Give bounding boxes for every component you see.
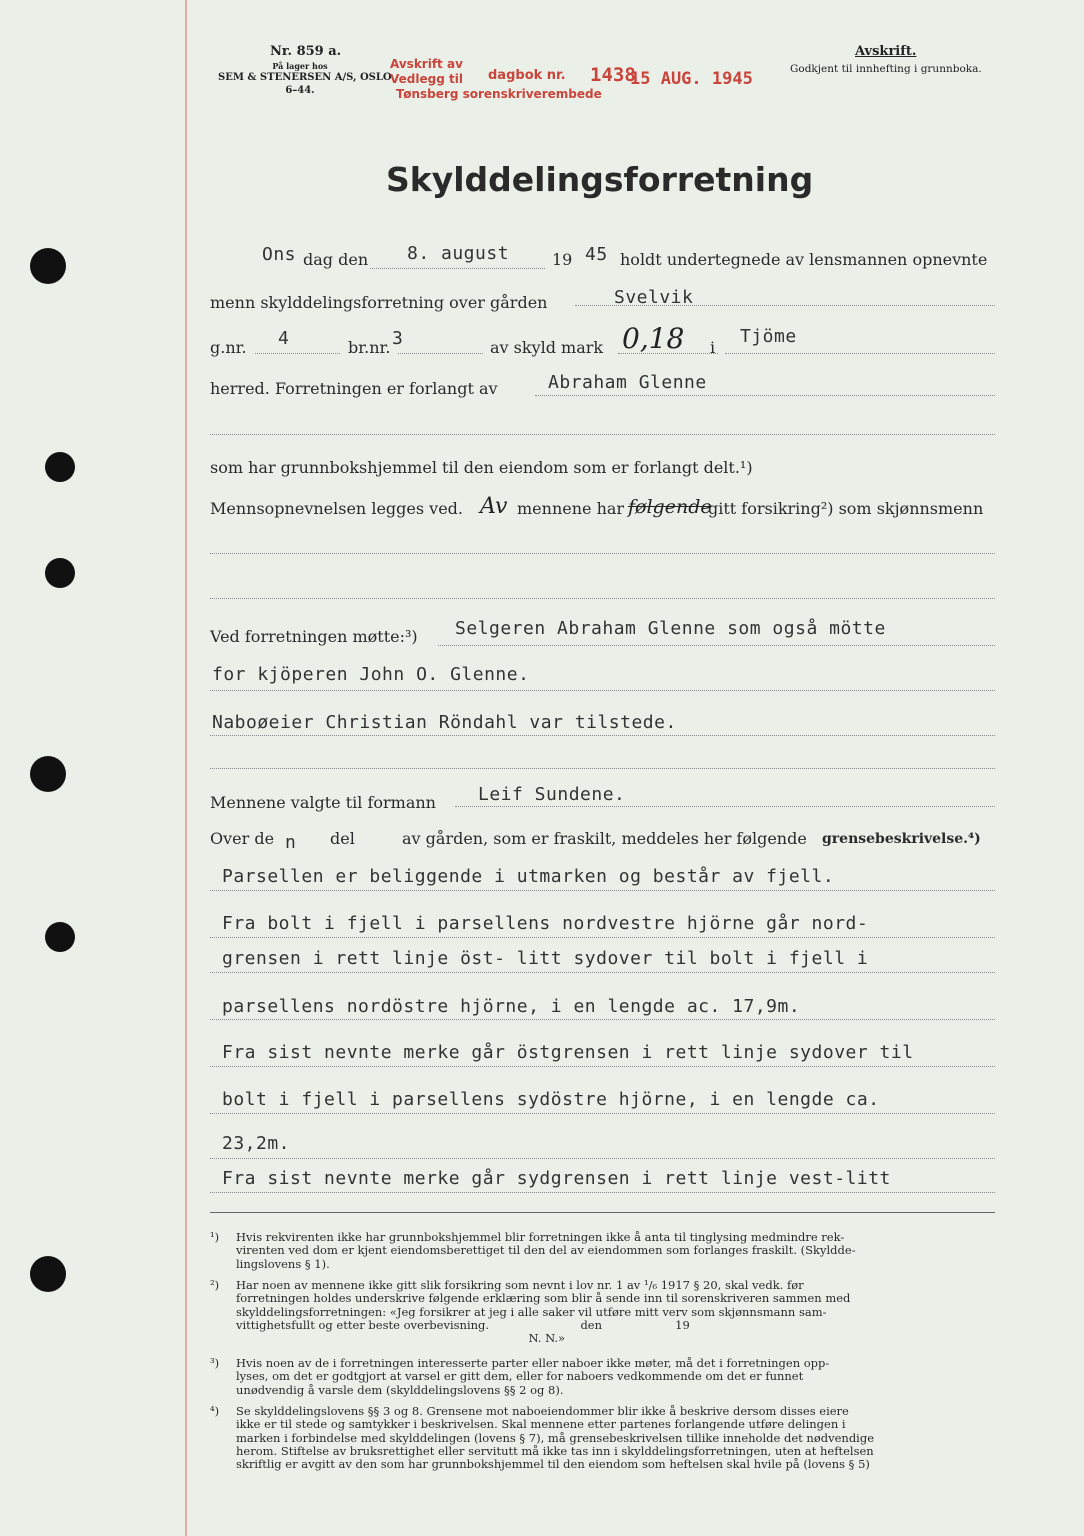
fill-line <box>210 434 995 435</box>
herred-label: herred. Forretningen er forlangt av <box>210 379 498 398</box>
over-den-label: Over de <box>210 829 275 848</box>
printer-line: 6–44. <box>285 85 315 96</box>
footnote-mark: ⁴) <box>210 1404 220 1418</box>
footnote-line: Hvis rekvirenten ikke har grunnbokshjemmel blir forretningen ikke å anta til tinglysing medmindre rek- <box>236 1230 845 1244</box>
requested-by: Abraham Glenne <box>548 372 707 393</box>
farm-name: Svelvik <box>614 287 694 308</box>
fill-line <box>210 598 995 599</box>
i-label: i <box>710 338 716 357</box>
footnote-mark: ¹) <box>210 1230 220 1244</box>
formann-name: Leif Sundene. <box>478 784 626 805</box>
fill-line <box>210 1158 995 1159</box>
footnote-mark: ³) <box>210 1356 220 1370</box>
holdt-label: holdt undertegnede av lensmannen opnevnte <box>620 250 988 269</box>
menns-label: Mennsopnevnelsen legges ved. <box>210 499 463 518</box>
stamp-avskrift-av: Avskrift av <box>390 57 463 71</box>
stamp-date: 15 AUG. 1945 <box>630 69 753 89</box>
mote-label: Ved forretningen møtte:³) <box>210 627 418 646</box>
description-line: Parsellen er beliggende i utmarken og består av fjell. <box>222 866 835 887</box>
av-garden-label: av gården, som er fraskilt, meddeles her følgende <box>402 829 807 848</box>
stamp-vedlegg-til: Vedlegg til <box>390 72 463 86</box>
form-number: Nr. 859 a. <box>270 44 342 59</box>
gnr-value: 4 <box>278 328 290 349</box>
bnr-value: 3 <box>392 328 404 349</box>
punch-hole <box>45 558 75 588</box>
fill-line <box>210 553 995 554</box>
punch-hole <box>30 248 66 284</box>
footnote-line: lyses, om det er godtgjort at varsel er gitt dem, eller for naboers vedkommende om det er funnet <box>236 1369 804 1384</box>
menn-label: menn skylddelingsforretning over gården <box>210 293 548 312</box>
footnote-line: unødvendig å varsle dem (skylddelingslovens §§ 2 og 8). <box>236 1382 564 1397</box>
footnote-line: marken i forbindelse med skylddelingen (lovens § 7), må grensebeskrivelsen tillike inneholde det nødvendige <box>236 1430 875 1445</box>
footnote-line: Se skylddelingslovens §§ 3 og 8. Grensene mot naboeiendommer blir ikke å beskrive dersom disses eiere <box>236 1404 849 1418</box>
description-line: parsellens nordöstre hjörne, i en lengde ac. 17,9m. <box>222 996 801 1017</box>
stamp-office: Tønsberg sorenskriverembede <box>396 87 602 101</box>
godkjent-label: Godkjent til innhefting i grunnboka. <box>790 63 982 75</box>
footnote-3 <box>210 1357 1000 1397</box>
year-suffix: 45 <box>585 244 608 265</box>
punch-hole <box>45 922 75 952</box>
footnote-4 <box>210 1405 1000 1471</box>
fill-line <box>535 395 995 396</box>
footnote-line: Har noen av mennene ikke gitt slik forsikring som nevnt i lov nr. 1 av ¹/₆ 1917 § 20, skal vedk. før <box>236 1278 804 1292</box>
page-title: Skylddelingsforretning <box>386 160 814 199</box>
mote-line-1: Selgeren Abraham Glenne som også mötte <box>455 618 886 639</box>
menns-end: gitt forsikring²) som skjønnsmenn <box>708 499 984 518</box>
fill-line <box>398 353 483 354</box>
description-line: bolt i fjell i parsellens sydöstre hjörne, i en lengde ca. <box>222 1089 880 1110</box>
footnote-line: vittighetsfullt og etter beste overbevisning. den 19 <box>236 1317 690 1332</box>
grensebeskrivelse-label: grensebeskrivelse.⁴) <box>822 831 981 847</box>
fill-line <box>210 890 995 891</box>
weekday-prefix: Ons <box>262 244 297 265</box>
fill-line <box>210 735 995 736</box>
meeting-date: 8. august <box>407 243 510 264</box>
footnote-line: lingslovens § 1). <box>236 1256 330 1271</box>
over-den-suffix: n <box>285 832 297 853</box>
dag-den-label: dag den <box>303 250 369 269</box>
menns-mid: mennene har <box>517 499 625 518</box>
description-line: Fra sist nevnte merke går sydgrensen i rett linje vest-litt <box>222 1168 891 1189</box>
fill-line <box>438 645 995 646</box>
skyld-label: av skyld mark <box>490 338 604 357</box>
menns-handwritten-1: Av <box>480 494 508 519</box>
fill-line <box>370 268 545 269</box>
punch-hole <box>30 1256 66 1292</box>
footnote-2 <box>210 1279 1000 1345</box>
fill-line <box>455 806 995 807</box>
fill-line <box>255 353 340 354</box>
description-line: 23,2m. <box>222 1133 291 1154</box>
bnr-label: br.nr. <box>348 338 391 357</box>
footnote-line: skylddelingsforretningen: «Jeg forsikrer at jeg i alle saker vil utføre mitt verv som skjønnsmann sam- <box>236 1304 827 1319</box>
description-line: Fra bolt i fjell i parsellens nordvestre hjörne går nord- <box>222 913 869 934</box>
fill-line <box>210 972 995 973</box>
footnote-line: skriftlig er avgitt av den som har grunnbokshjemmel til den eiendom som heftelsen skal hvile på (lovens § 5) <box>236 1457 870 1472</box>
fill-line <box>210 768 995 769</box>
fill-line <box>210 1066 995 1067</box>
grunnbok-text: som har grunnbokshjemmel til den eiendom som er forlangt delt.¹) <box>210 458 753 477</box>
stamp-dagbok: dagbok nr. <box>488 68 566 83</box>
mote-line-2: for kjöperen John O. Glenne. <box>212 664 530 685</box>
punch-hole <box>30 756 66 792</box>
punch-hole <box>45 452 75 482</box>
footnote-rule <box>210 1212 995 1213</box>
footnote-line: ikke er til stede og samtykker i beskrivelsen. Skal mennene etter partenes forlangende utføre delingen i <box>236 1417 846 1432</box>
stamp-number: 1438 <box>590 64 636 86</box>
formann-label: Mennene valgte til formann <box>210 793 436 812</box>
fill-line <box>210 1113 995 1114</box>
fill-line <box>210 690 995 691</box>
fill-line <box>210 1192 995 1193</box>
fill-line <box>210 937 995 938</box>
margin-rule <box>185 0 187 1536</box>
fill-line <box>725 353 995 354</box>
footnote-line: N. N.» <box>236 1331 566 1346</box>
skyld-value: 0,18 <box>622 322 685 355</box>
footnote-line: herom. Stiftelse av bruksrettighet eller servitutt må ikke tas inn i skylddelingsforretningen, uten at heftelsen <box>236 1443 874 1458</box>
description-line: grensen i rett linje öst- litt sydover til bolt i fjell i <box>222 948 869 969</box>
gnr-label: g.nr. <box>210 338 247 357</box>
fill-line <box>210 1019 995 1020</box>
printer-line: SEM & STENERSEN A/S, OSLO <box>218 72 392 83</box>
description-line: Fra sist nevnte merke går östgrensen i rett linje sydover til <box>222 1042 914 1063</box>
footnote-line: Hvis noen av de i forretningen interesserte parter eller naboer ikke møter, må det i forretningen opp- <box>236 1356 830 1370</box>
mote-line-3: Naboøeier Christian Röndahl var tilstede. <box>212 712 677 733</box>
year-prefix: 19 <box>552 250 573 269</box>
menns-handwritten-2: følgende <box>628 496 712 518</box>
footnote-line: virenten ved dom er kjent eiendomsberettiget til den del av eiendommen som forlanges fraskilt. (Skyldde- <box>236 1243 856 1258</box>
footnote-line: forretningen holdes underskrive følgende erklæring som blir å sende inn til sorenskriveren sammen med <box>236 1291 851 1306</box>
del-label: del <box>330 829 355 848</box>
footnote-mark: ²) <box>210 1278 220 1292</box>
municipality: Tjöme <box>740 326 797 347</box>
footnote-1 <box>210 1231 1000 1271</box>
printer-line: På lager hos <box>272 61 328 71</box>
avskrift-label: Avskrift. <box>855 44 917 59</box>
